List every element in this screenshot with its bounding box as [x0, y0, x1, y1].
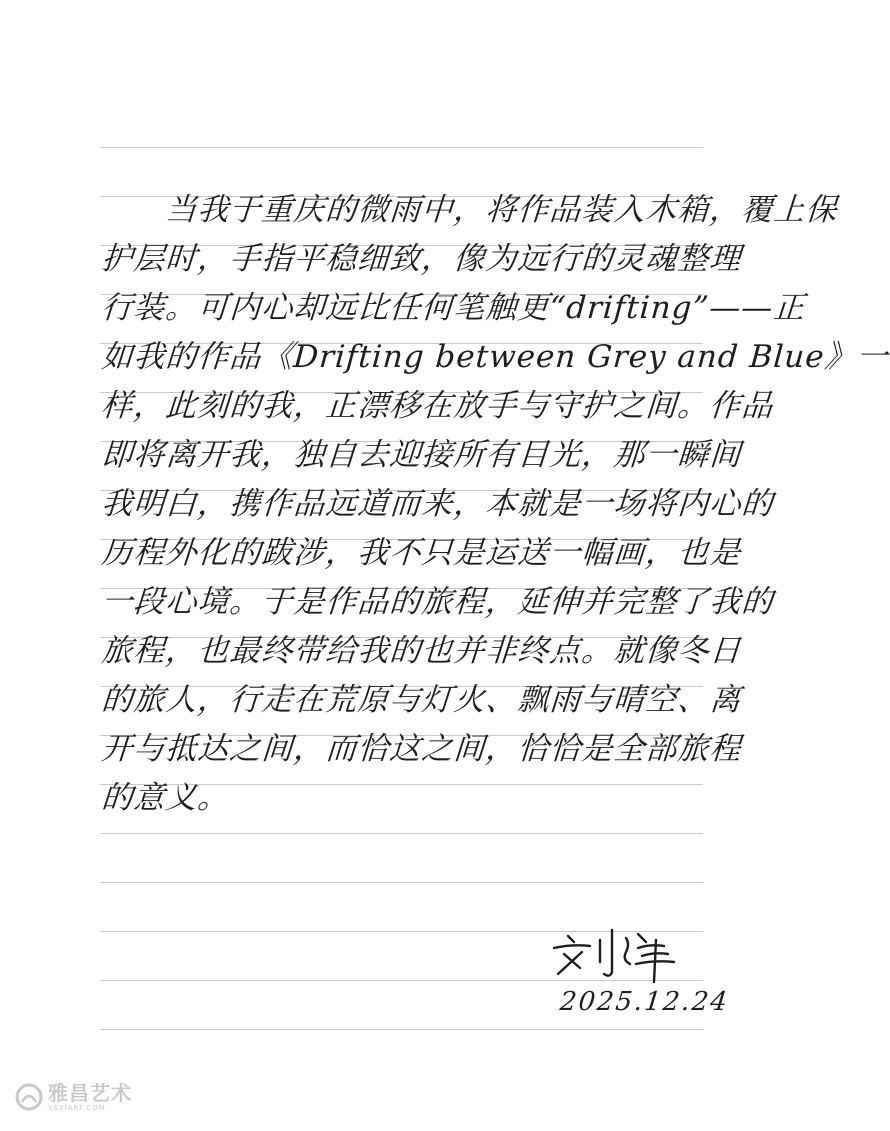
letter-date: 2025.12.24 — [558, 987, 731, 1017]
watermark-logo-icon — [14, 1082, 44, 1112]
letter-line: 当我于重庆的微雨中，将作品装入木箱，覆上保 — [100, 192, 839, 228]
letter-line: 即将离开我，独自去迎接所有目光，那一瞬间 — [100, 437, 743, 473]
letter-line: 样，此刻的我，正漂移在放手与守护之间。作品 — [100, 388, 775, 424]
letter-line: 的意义。 — [100, 780, 231, 816]
ruled-line — [100, 1029, 703, 1030]
letter-line: 护层时，手指平稳细致，像为远行的灵魂整理 — [100, 241, 743, 277]
letter-line: 我明白，携作品远道而来，本就是一场将内心的 — [100, 486, 775, 522]
watermark-url: YSXIART.COM — [48, 1103, 106, 1112]
letter-line: 的旅人，行走在荒原与灯火、飘雨与晴空、离 — [100, 682, 743, 718]
watermark — [14, 1082, 132, 1112]
letter-line: 行装。可内心却远比任何笔触更“drifting”——正 — [100, 290, 807, 326]
letter-line: 旅程，也最终带给我的也并非终点。就像冬日 — [100, 633, 743, 669]
letter-line: 历程外化的跋涉，我不只是运送一幅画，也是 — [100, 535, 743, 571]
ruled-line — [100, 882, 703, 883]
watermark-text: 雅昌艺术 — [48, 1080, 132, 1105]
ruled-line — [100, 833, 703, 834]
letter-line: 一段心境。于是作品的旅程，延伸并完整了我的 — [100, 584, 775, 620]
letter-line: 如我的作品《Drifting between Grey and Blue》一 — [100, 339, 890, 375]
signature — [546, 918, 696, 988]
ruled-line — [100, 147, 703, 148]
signature-strokes — [546, 918, 696, 988]
letter-line: 开与抵达之间，而恰这之间，恰恰是全部旅程 — [100, 731, 743, 767]
